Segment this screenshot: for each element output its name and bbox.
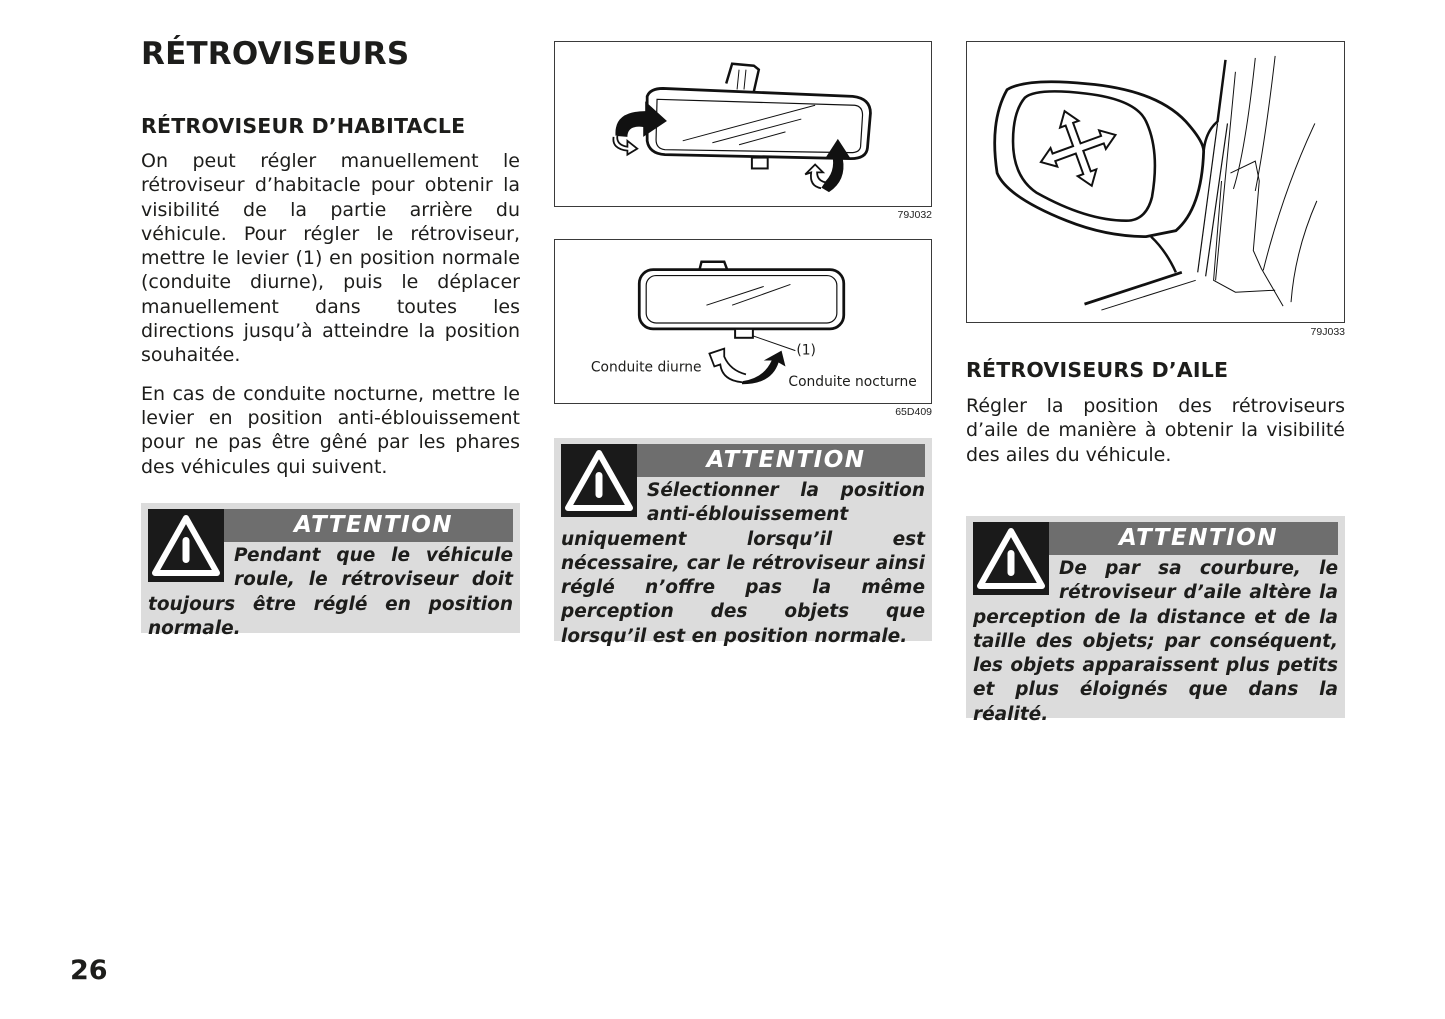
warning-text: De par sa courbure, le rétroviseur d’aile altère la perception de la distance et de la taille des objets; par conséquent, les objets apparaissent plus petits et plus éloignés que dans la réalité.: [973, 558, 1338, 725]
warning-label: ATTENTION: [148, 509, 513, 542]
paragraph: Régler la position des rétroviseurs d’aile de manière à obtenir la visibilité des ailes du véhicule.: [966, 395, 1345, 466]
section-heading-wing-mirrors: RÉTROVISEURS D’AILE: [966, 358, 1229, 382]
wing-mirror-description: [966, 394, 1345, 467]
warning-box-right: [966, 516, 1345, 725]
right-column-text: [966, 358, 1345, 481]
warning-text: Pendant que le véhicule roule, le rétroviseur doit toujours être réglé en position normale.: [148, 545, 513, 639]
night-driving-label: Conduite nocturne: [788, 374, 917, 391]
page-title: RÉTROVISEURS: [141, 36, 410, 72]
interior-mirror-illustration: [555, 42, 931, 206]
left-column: [141, 114, 520, 493]
wing-mirror-illustration: [967, 42, 1344, 322]
paragraph: On peut régler manuellement le rétroviseur d’habitacle pour obtenir la visibilité de la partie arrière du véhicule. Pour régler le rétroviseur, mettre le levier (1) en position normale (conduite diurne), puis le déplacer manuellement dans toutes les directions jusqu’à atteindre la position souhaitée.: [141, 150, 520, 367]
figure-wing-mirror: [966, 41, 1345, 323]
warning-triangle-icon: [561, 444, 637, 517]
warning-box-middle: [554, 438, 932, 647]
warning-triangle-icon: [973, 522, 1049, 595]
warning-label: ATTENTION: [561, 444, 925, 477]
day-night-mirror-illustration: [555, 240, 931, 403]
figure-interior-mirror-adjust: [554, 41, 932, 207]
figure-day-night-lever: [554, 239, 932, 404]
day-driving-label: Conduite diurne: [590, 359, 702, 376]
interior-mirror-description: [141, 149, 520, 479]
warning-triangle-icon: [148, 509, 224, 582]
paragraph: En cas de conduite nocturne, mettre le levier en position anti-éblouissement pour ne pas être gêné par les phares des véhicules qui suivent.: [141, 382, 520, 478]
page-number: 26: [70, 955, 108, 986]
lever-label: (1): [796, 342, 816, 359]
section-heading-interior-mirror: RÉTROVISEUR D’HABITACLE: [141, 114, 466, 138]
warning-box-left: [141, 503, 520, 639]
warning-text: Sélectionner la position anti-éblouissement uniquement lorsqu’il est nécessaire, car le rétroviseur ainsi réglé n’offre pas la même perception des objets que lorsqu’il est en position normale.: [561, 480, 925, 647]
warning-label: ATTENTION: [973, 522, 1338, 555]
figure-code: 65D409: [895, 406, 932, 418]
figure-code: 79J033: [1310, 326, 1345, 338]
figure-code: 79J032: [897, 209, 932, 221]
